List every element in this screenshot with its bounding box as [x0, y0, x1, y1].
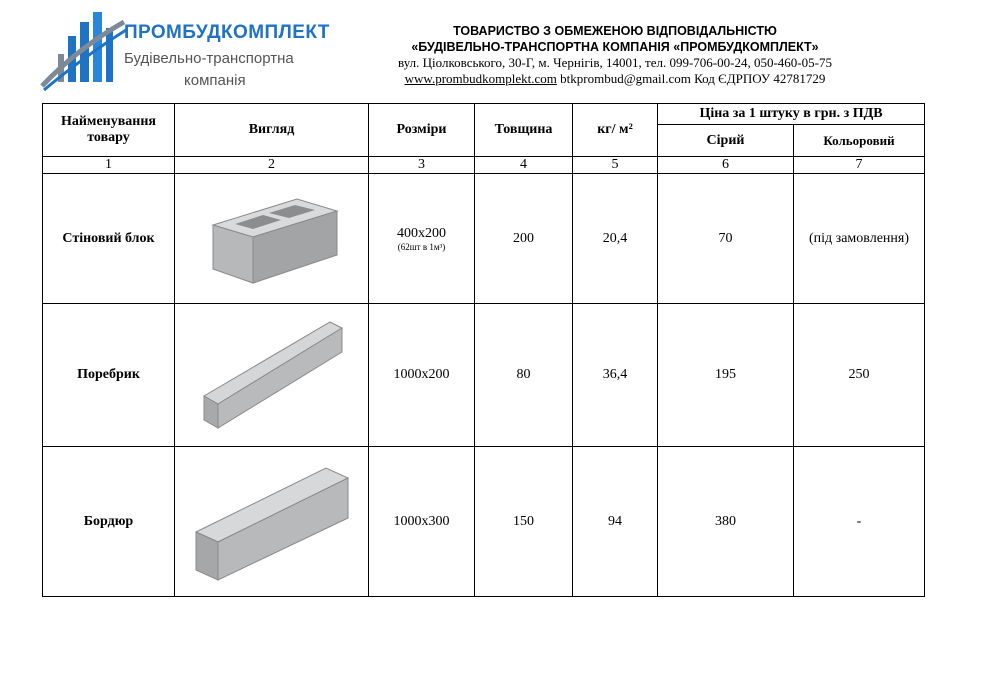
header-weight: кг/ м² — [573, 104, 658, 157]
product-image-cell — [175, 174, 369, 304]
brand-subtitle-2: компанія — [184, 72, 246, 89]
column-number: 6 — [658, 157, 794, 174]
product-thickness: 200 — [475, 174, 573, 304]
product-image-cell — [175, 304, 369, 447]
product-size-cell — [369, 174, 475, 304]
email-and-code: btkprombud@gmail.com Код ЄДРПОУ 42781729 — [556, 70, 826, 86]
product-thickness: 80 — [475, 304, 573, 447]
company-logo — [38, 8, 338, 92]
header-name: Найменування товару — [43, 104, 175, 157]
product-image-cell — [175, 447, 369, 597]
product-size: 1000х300 — [393, 513, 450, 529]
column-number: 7 — [794, 157, 925, 174]
column-number: 5 — [573, 157, 658, 174]
table-row — [43, 447, 925, 597]
table-row — [43, 174, 925, 304]
header-thickness: Товщина — [475, 104, 573, 157]
website-link[interactable]: www.prombudkomplekt.com — [404, 70, 557, 86]
product-price-grey: 380 — [658, 447, 794, 597]
header-grey: Сірий — [658, 125, 794, 157]
product-size-cell — [369, 304, 475, 447]
header-colored: Кольоровий — [794, 125, 925, 157]
header-row — [43, 104, 925, 125]
product-name: Бордюр — [43, 447, 175, 597]
product-name: Стіновий блок — [43, 174, 175, 304]
brand-name: ПРОМБУДКОМПЛЕКТ — [124, 22, 330, 43]
product-price-colored: - — [794, 447, 925, 597]
product-thickness: 150 — [475, 447, 573, 597]
company-header — [340, 24, 890, 86]
company-address: вул. Ціолковського, 30-Г, м. Чернігів, 14001, тел. 099-706-00-24, 050-460-05-75 — [398, 55, 832, 70]
price-table — [42, 103, 925, 597]
brand-subtitle-1: Будівельно-транспортна — [124, 50, 294, 67]
product-price-grey: 195 — [658, 304, 794, 447]
column-number: 4 — [475, 157, 573, 174]
product-price-colored: 250 — [794, 304, 925, 447]
company-name: «БУДІВЕЛЬНО-ТРАНСПОРТНА КОМПАНІЯ «ПРОМБУДКОМПЛЕКТ» — [411, 39, 819, 54]
table-row — [43, 304, 925, 447]
company-contacts — [340, 71, 890, 87]
product-weight: 36,4 — [573, 304, 658, 447]
header-size: Розміри — [369, 104, 475, 157]
product-weight: 20,4 — [573, 174, 658, 304]
header-view: Вигляд — [175, 104, 369, 157]
product-price-colored: (під замовлення) — [794, 174, 925, 304]
product-weight: 94 — [573, 447, 658, 597]
company-type: ТОВАРИСТВО З ОБМЕЖЕНОЮ ВІДПОВІДАЛЬНІСТЮ — [453, 24, 777, 38]
column-number: 1 — [43, 157, 175, 174]
buildings-logo-icon — [38, 8, 128, 92]
product-name: Поребрик — [43, 304, 175, 447]
product-size: 400х200 — [397, 225, 446, 241]
column-number-row — [43, 157, 925, 174]
curb-stone-image — [192, 316, 352, 434]
wall-block-image — [197, 191, 347, 287]
column-number: 3 — [369, 157, 475, 174]
column-number: 2 — [175, 157, 369, 174]
product-price-grey: 70 — [658, 174, 794, 304]
header-price-group: Ціна за 1 штуку в грн. з ПДВ — [658, 104, 925, 125]
product-size-cell — [369, 447, 475, 597]
product-size-note: (62шт в 1м³) — [397, 241, 446, 252]
border-stone-image — [188, 458, 356, 586]
product-size: 1000х200 — [393, 367, 450, 382]
